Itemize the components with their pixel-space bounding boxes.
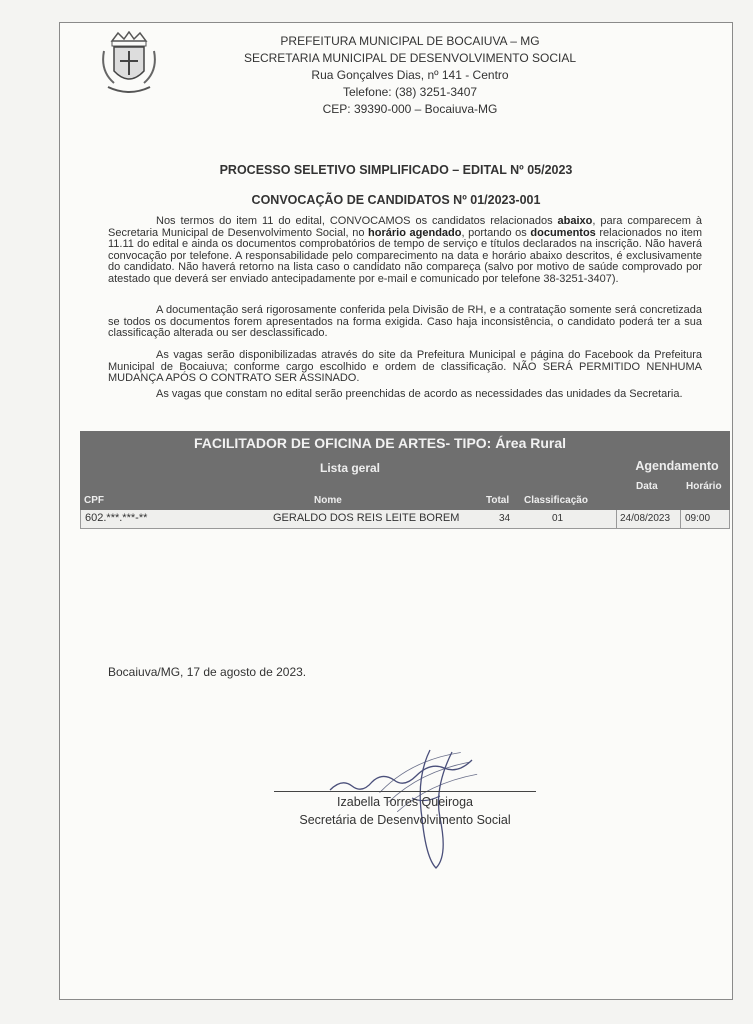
header-line-address: Rua Gonçalves Dias, nº 141 - Centro <box>311 68 509 82</box>
letterhead <box>200 33 620 118</box>
signer-role: Secretária de Desenvolvimento Social <box>299 813 511 827</box>
signer-name: Izabella Torres Queiroga <box>337 795 473 809</box>
header-line-prefeitura: PREFEITURA MUNICIPAL DE BOCAIUVA – MG <box>280 34 540 48</box>
column-header-cpf: CPF <box>84 495 104 506</box>
document-page <box>59 22 733 1000</box>
cell-nome: GERALDO DOS REIS LEITE BOREM <box>273 512 460 524</box>
candidates-table <box>80 431 730 529</box>
paragraph-needs: As vagas que constam no edital serão preenchidas de acordo as necessidades das unidades da Secretaria. <box>156 388 683 400</box>
column-header-horario: Horário <box>686 481 722 492</box>
column-header-nome: Nome <box>314 495 342 506</box>
paragraph-convocation: Nos termos do item 11 do edital, CONVOCAMOS os candidatos relacionados abaixo, para comparecem à Secretaria Municipal de Desenvolvimento Social, no horário agendado, portando os documentos relacionados no item 11.11 do edital e ainda os documentos comprobatórios de tempo de serviço e títulos declarados na inscrição. Não haverá convocação por telefone. A responsabilidade pelo comparecimento na data e horário abaixo descritos, é exclusivamente do candidato. Não haverá retorno na lista caso o candidato não compareça (salvo por motivo de saúde comprovado por atestado que deverá ser enviado antecipadamente por e-mail e comunicado por telefone 38-3251-3407). <box>108 215 702 285</box>
column-header-classificacao: Classificação <box>524 495 588 506</box>
signature-line <box>274 791 536 792</box>
paragraph-vacancies: As vagas serão disponibilizadas através do site da Prefeitura Municipal e página do Facebook da Prefeitura Municipal de Bocaiuva; conforme cargo escolhido e ordem de classificação. NÃO SERÁ PERMITIDO NENHUMA MUDANÇA APÓS O CONTRATO SER ASSINADO. <box>108 349 702 384</box>
cell-classificacao: 01 <box>552 513 564 524</box>
table-header <box>80 431 730 510</box>
header-line-phone: Telefone: (38) 3251-3407 <box>342 85 478 99</box>
paragraph-documentation: A documentação será rigorosamente conferida pela Divisão de RH, e a contratação somente será concretizada se todos os documentos forem apresentados na forma exigida. Caso haja inconsistência, o candidato poderá ter a sua classificação alterada ou ser desclassificado. <box>108 304 702 339</box>
table-row <box>80 510 730 529</box>
document-title: PROCESSO SELETIVO SIMPLIFICADO – EDITAL Nº 05/2023 <box>219 163 573 177</box>
municipal-crest-icon <box>98 31 160 101</box>
header-line-secretaria: SECRETARIA MUNICIPAL DE DESENVOLVIMENTO SOCIAL <box>243 51 577 65</box>
table-scheduling-label: Agendamento <box>635 459 719 473</box>
header-line-cep: CEP: 39390-000 – Bocaiuva-MG <box>322 102 498 116</box>
cell-horario: 09:00 <box>685 513 711 524</box>
table-list-label: Lista geral <box>319 461 381 475</box>
table-title: FACILITADOR DE OFICINA DE ARTES- TIPO: Área Rural <box>193 435 567 451</box>
cell-data: 24/08/2023 <box>620 513 671 524</box>
row-divider <box>680 510 681 528</box>
document-subtitle: CONVOCAÇÃO DE CANDIDATOS Nº 01/2023-001 <box>251 193 541 207</box>
row-divider <box>616 510 617 528</box>
cell-total: 34 <box>499 513 511 524</box>
column-header-data: Data <box>636 481 658 492</box>
cell-cpf: 602.***.***-** <box>85 512 148 524</box>
column-header-total: Total <box>486 495 510 506</box>
date-line: Bocaiuva/MG, 17 de agosto de 2023. <box>108 665 307 679</box>
